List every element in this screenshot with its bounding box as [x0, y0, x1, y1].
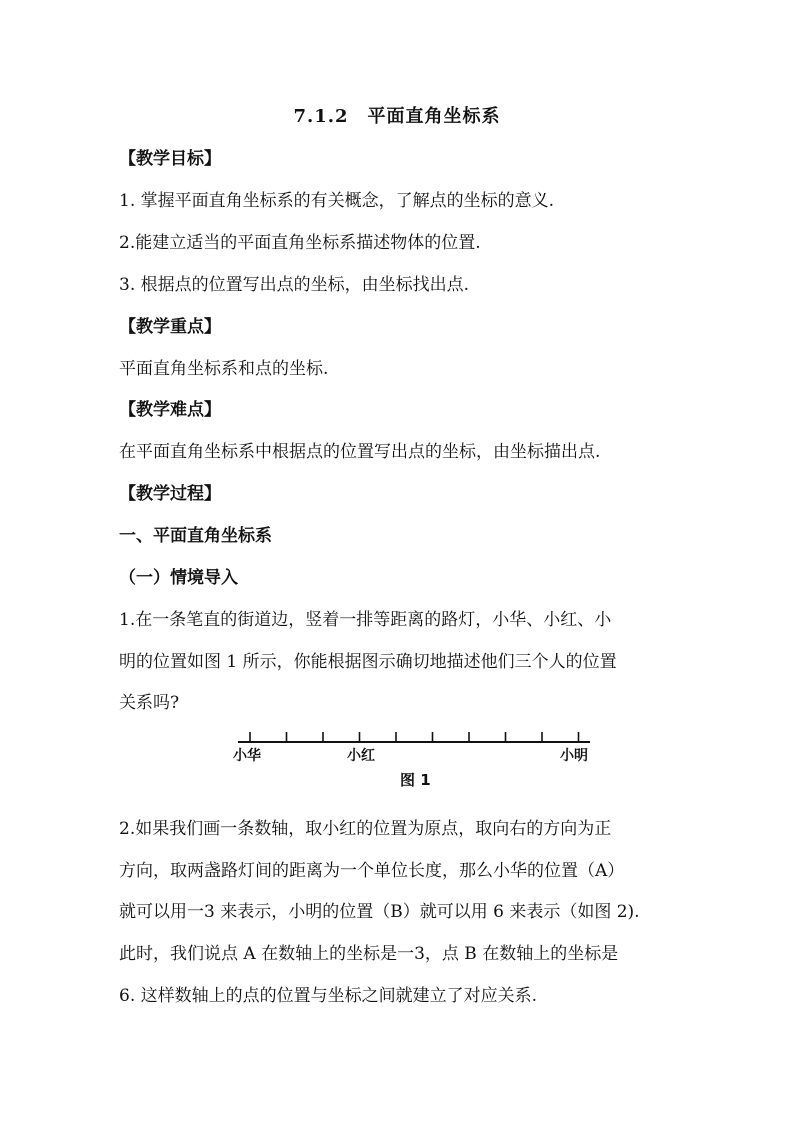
- figure-label-xiaohong: 小红: [347, 748, 375, 764]
- objectives-heading: 【教学目标】: [119, 149, 221, 169]
- objective-3: 3. 根据点的位置写出点的坐标，由坐标找出点.: [119, 275, 470, 295]
- part-1-heading: 一、平面直角坐标系: [119, 526, 272, 546]
- figure-1-street-diagram: [230, 722, 600, 792]
- paragraph-2-line-3: 就可以用一3 来表示，小明的位置（B）就可以用 6 来表示（如图 2).: [119, 902, 640, 922]
- paragraph-2-line-2: 方向，取两盏路灯间的距离为一个单位长度，那么小华的位置（A）: [119, 861, 625, 881]
- paragraph-2-line-5: 6. 这样数轴上的点的位置与坐标之间就建立了对应关系.: [119, 986, 538, 1006]
- paragraph-1-line-3: 关系吗?: [119, 693, 180, 713]
- figure-1-svg: [230, 722, 600, 792]
- difficulties-heading: 【教学难点】: [119, 400, 221, 420]
- process-heading: 【教学过程】: [119, 484, 221, 504]
- paragraph-1-line-1: 1.在一条笔直的街道边，竖着一排等距离的路灯，小华、小红、小: [119, 610, 612, 630]
- subpart-1-heading: （一）情境导入: [119, 568, 238, 588]
- key-points-text: 平面直角坐标系和点的坐标.: [119, 359, 329, 379]
- paragraph-2-line-1: 2.如果我们画一条数轴，取小红的位置为原点，取向右的方向为正: [119, 819, 612, 839]
- difficulties-text: 在平面直角坐标系中根据点的位置写出点的坐标，由坐标描出点.: [119, 442, 601, 462]
- key-points-heading: 【教学重点】: [119, 317, 221, 337]
- document-title: 7.1.2 平面直角坐标系: [293, 106, 501, 127]
- paragraph-2-line-4: 此时，我们说点 A 在数轴上的坐标是一3，点 B 在数轴上的坐标是: [119, 944, 619, 964]
- figure-label-xiaoming: 小明: [560, 748, 588, 764]
- objective-2: 2.能建立适当的平面直角坐标系描述物体的位置.: [119, 233, 481, 253]
- figure-caption: 图 1: [400, 771, 431, 789]
- figure-label-xiaohua: 小华: [233, 748, 261, 764]
- objective-1: 1. 掌握平面直角坐标系的有关概念，了解点的坐标的意义.: [119, 191, 555, 211]
- paragraph-1-line-2: 明的位置如图 1 所示，你能根据图示确切地描述他们三个人的位置: [119, 652, 617, 672]
